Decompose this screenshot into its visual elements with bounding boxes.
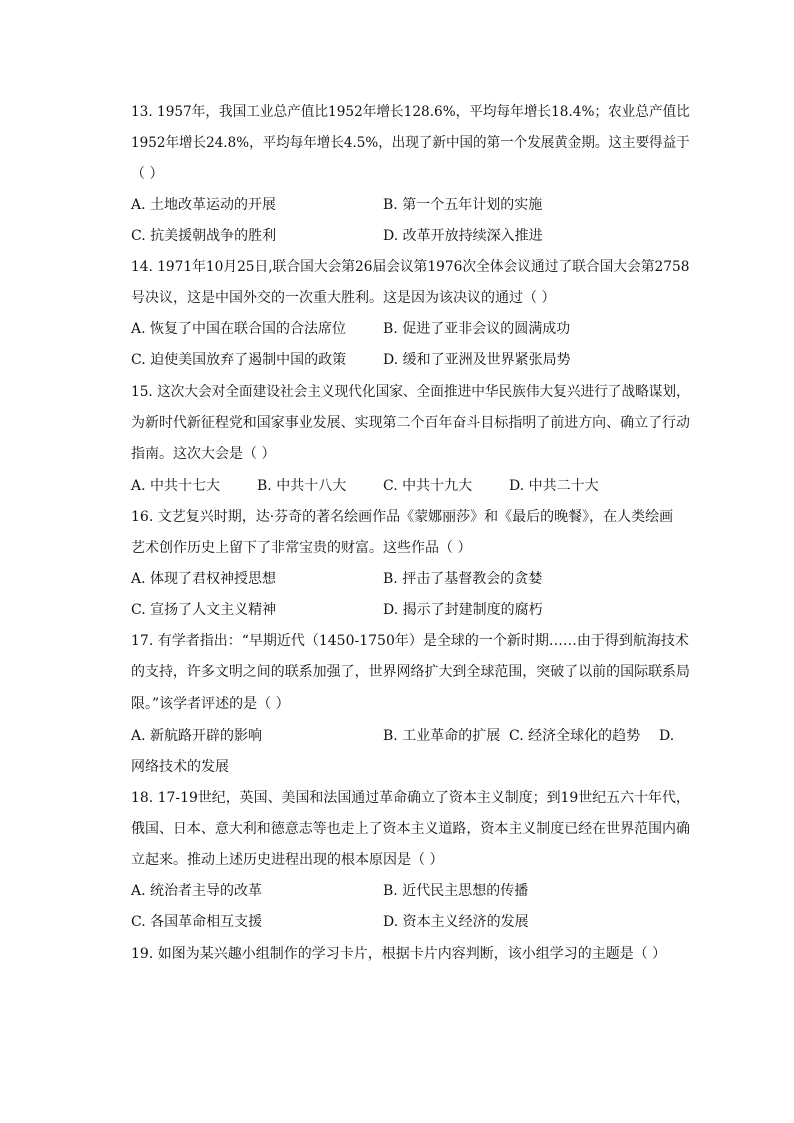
q15-option-a: A. 中共十七大	[131, 478, 221, 494]
q17-line2: 的支持，许多文明之间的联系加强了，世界网络扩大到全球范围，突破了以前的国际联系局	[131, 664, 690, 680]
q18-option-d: D. 资本主义经济的发展	[383, 914, 529, 930]
q16-option-b: B. 抨击了基督教会的贪婪	[383, 571, 543, 587]
q17-line3: 限。”该学者评述的是（ ）	[131, 696, 290, 712]
q13-line1: 13. 1957年，我国工业总产值比1952年增长128.6%，平均每年增长18.4%；农业总产值比	[131, 104, 690, 120]
q18-line1: 18. 17-19世纪，英国、美国和法国通过革命确立了资本主义制度；到19世纪五六十年代，	[131, 790, 690, 806]
q16-line1: 16. 文艺复兴时期，达·芬奇的著名绘画作品《蒙娜丽莎》和《最后的晚餐》，在人类绘画	[131, 509, 674, 525]
q13-line3: （ ）	[131, 166, 164, 182]
q14-option-c: C. 迫使美国放弃了遏制中国的政策	[131, 352, 347, 368]
q14-option-d: D. 缓和了亚洲及世界紧张局势	[383, 352, 571, 368]
q15-option-c: C. 中共十九大	[383, 478, 473, 494]
q13-option-a: A. 土地改革运动的开展	[131, 197, 277, 213]
q13-option-c: C. 抗美援朝战争的胜利	[131, 228, 277, 244]
q16-option-c: C. 宣扬了人文主义精神	[131, 602, 277, 618]
q13-option-d: D. 改革开放持续深入推进	[383, 228, 543, 244]
q17-option-c: C. 经济全球化的趋势	[509, 728, 641, 744]
q14-option-a: A. 恢复了中国在联合国的合法席位	[131, 321, 347, 337]
q17-option-a: A. 新航路开辟的影响	[131, 728, 263, 744]
q15-option-d: D. 中共二十大	[509, 478, 599, 494]
q14-option-b: B. 促进了亚非会议的圆满成功	[383, 321, 571, 337]
q18-line2: 俄国、日本、意大利和德意志等也走上了资本主义道路，资本主义制度已经在世界范围内确	[131, 821, 690, 837]
q17-line1: 17. 有学者指出：“早期近代（1450-1750年）是全球的一个新时期……由于得到航海技术	[131, 633, 689, 649]
q13-option-b: B. 第一个五年计划的实施	[383, 197, 543, 213]
q16-option-d: D. 揭示了封建制度的腐朽	[383, 602, 543, 618]
q18-option-a: A. 统治者主导的改革	[131, 883, 263, 899]
q15-line3: 指南。这次大会是（ ）	[131, 446, 276, 462]
q15-line2: 为新时代新征程党和国家事业发展、实现第二个百年奋斗目标指明了前进方向、确立了行动	[131, 415, 690, 431]
q15-line1: 15. 这次大会对全面建设社会主义现代化国家、全面推进中华民族伟大复兴进行了战略谋划，	[131, 384, 690, 400]
q16-line2: 艺术创作历史上留下了非常宝贵的财富。这些作品（ ）	[131, 540, 472, 556]
q16-option-a: A. 体现了君权神授思想	[131, 571, 277, 587]
q17-option-b: B. 工业革命的扩展	[383, 728, 501, 744]
q18-option-b: B. 近代民主思想的传播	[383, 883, 529, 899]
q18-line3: 立起来。推动上述历史进程出现的根本原因是（ ）	[131, 852, 444, 868]
q17-option-d-text: 网络技术的发展	[131, 759, 229, 775]
q13-line2: 1952年增长24.8%，平均每年增长4.5%，出现了新中国的第一个发展黄金期。这主要得益于	[131, 135, 690, 151]
q15-option-b: B. 中共十八大	[257, 478, 347, 494]
q17-option-d: D.	[659, 728, 675, 744]
q19-line1: 19. 如图为某兴趣小组制作的学习卡片，根据卡片内容判断，该小组学习的主题是（ ）	[131, 946, 667, 962]
q14-line1: 14. 1971年10月25日,联合国大会第26届会议第1976次全体会议通过了联合国大会第2758	[131, 259, 690, 275]
q18-option-c: C. 各国革命相互支援	[131, 914, 263, 930]
q14-line2: 号决议，这是中国外交的一次重大胜利。这是因为该决议的通过（ ）	[131, 290, 556, 306]
